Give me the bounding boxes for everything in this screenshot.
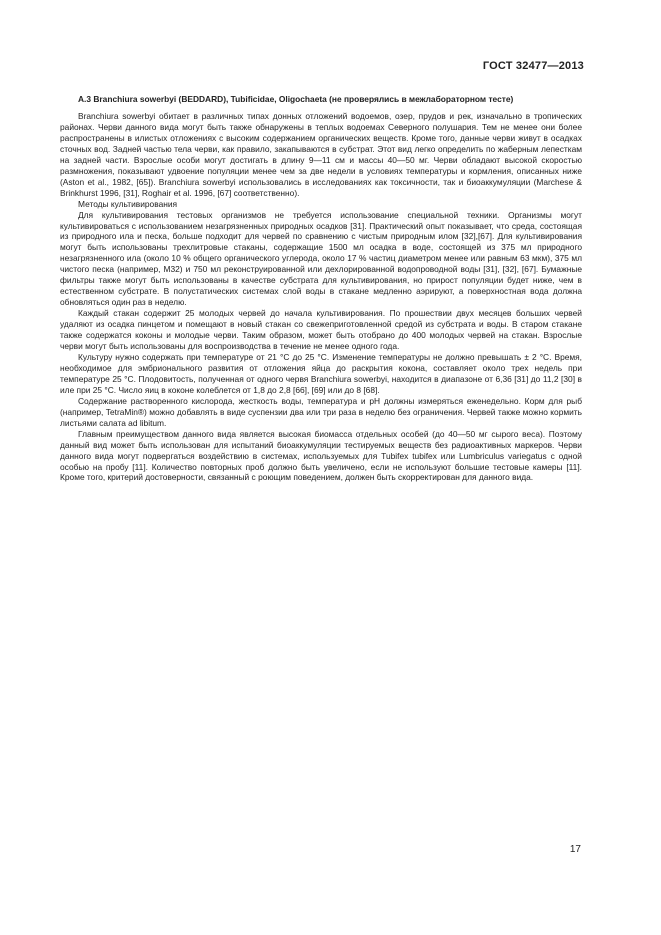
paragraph: Культуру нужно содержать при температуре от 21 °С до 25 °С. Изменение температуры не должно превышать ± 2 °С. Время, необходимое для эмбрионального развития от отложения яйца до раскрытия кокона, составляет около трех недель при температуре 25 °С. Плодовитость, полученная от одного червя Branchiura sowerbyi, находится в диапазоне от 6,36 [31] до 11,2 [30] в иле при 25 °С. Число яиц в коконе колеблется от 1,8 до 2,8 [66], [69] или до 8 [68]. [60, 351, 582, 395]
document-code: ГОСТ 32477—2013 [482, 60, 584, 72]
page-number: 17 [569, 844, 581, 855]
paragraph: Для культивирования тестовых организмов не требуется использование специальной техники. Организмы могут культивироваться с использованием незагрязненных природных осадков [31]. Практический опыт показывает, что среда, состоящая из природного ила и песка, больше подходит для червей по сравнению с чистым природным илом [32],[67]. Для культивирования могут быть использованы трехлитровые стаканы, содержащие 1500 мл осадка в воде, состоящей из 375 мл природного незагрязненного ила (около 10 % общего органического углерода, около 17 % частиц диаметром менее или равным 63 мкм), 375 мл чистого песка (например, М32) и 750 мл реконструированной или дехлорированной водопроводной воды [31], [32], [67]. Бумажные фильтры также могут быть использованы в качестве субстрата для культивирования, но прирост популяции будет ниже, чем в естественном субстрате. В полустатических системах слой воды в стакане медленно аэрируют, а поверхностная вода должна обновляться один раз в неделю. [60, 209, 582, 308]
paragraph: Каждый стакан содержит 25 молодых червей до начала культивирования. По прошествии двух месяцев больших червей удаляют из осадка пинцетом и помещают в новый стакан со свежеприготовленной средой из субстрата и воды. В старом стакане также содержатся коконы и молодые черви. Таким образом, может быть отобрано до 400 молодых червей на стакан. Взрослые черви могут быть использованы для воспроизводства в течение не менее одного года. [60, 308, 582, 352]
paragraph: Branchiura sowerbyi обитает в различных типах донных отложений водоемов, озер, прудов и рек, изначально в тропических районах. Черви данного вида могут быть также обнаружены в теплых водоемах Северного полушария. Тем не менее они более распространены в илистых отложениях с высоким содержанием органических веществ. Кроме того, данные черви живут в осадках сточных вод. Задней частью тела черви, как правило, закапываются в субстрат. Этот вид легко определить по жаберным лепесткам на задней части. Взрослые особи могут достигать в длину 9—11 см и массы 40—50 мг. Черви обладают высокой скоростью размножения, показывают удвоение популяции менее чем за две недели в условиях температуры и кормления, описанных ниже (Aston et al., 1982, [65]). Branchiura sowerbyi использовались в исследованиях как токсичности, так и биоаккумуляции (Marchese & Brinkhurst 1996, [31], Roghair et al. 1996, [67] соответственно). [60, 111, 582, 198]
section-heading: А.3 Branchiura sowerbyi (BEDDARD), Tubificidae, Oligochaeta (не проверялись в межлабораторном тесте) [78, 94, 514, 104]
subheading-cultivation-methods: Методы культивирования [78, 198, 178, 209]
paragraph: Главным преимуществом данного вида является высокая биомасса отдельных особей (до 40—50 мг сырого веса). Поэтому данный вид может быть использован для испытаний биоаккумуляции тестируемых веществ без радиоактивных маркеров. Черви данного вида могут подвергаться воздействию в системах, используемых для Tubifex tubifex или Lumbriculus variegatus с одной особью на пробу [11]. Количество повторных проб должно быть увеличено, если не используют большие тестовые камеры [11]. Кроме того, критерий достоверности, связанный с роющим поведением, должен быть скорректирован для данного вида. [60, 428, 582, 483]
document-body [60, 111, 582, 483]
paragraph: Содержание растворенного кислорода, жесткость воды, температура и рН должны измеряться еженедельно. Корм для рыб (например, TetraMin®) можно добавлять в виде суспензии два или три раза в неделю без ограничения. Червей также можно кормить листьями салата ad libitum. [60, 395, 582, 428]
